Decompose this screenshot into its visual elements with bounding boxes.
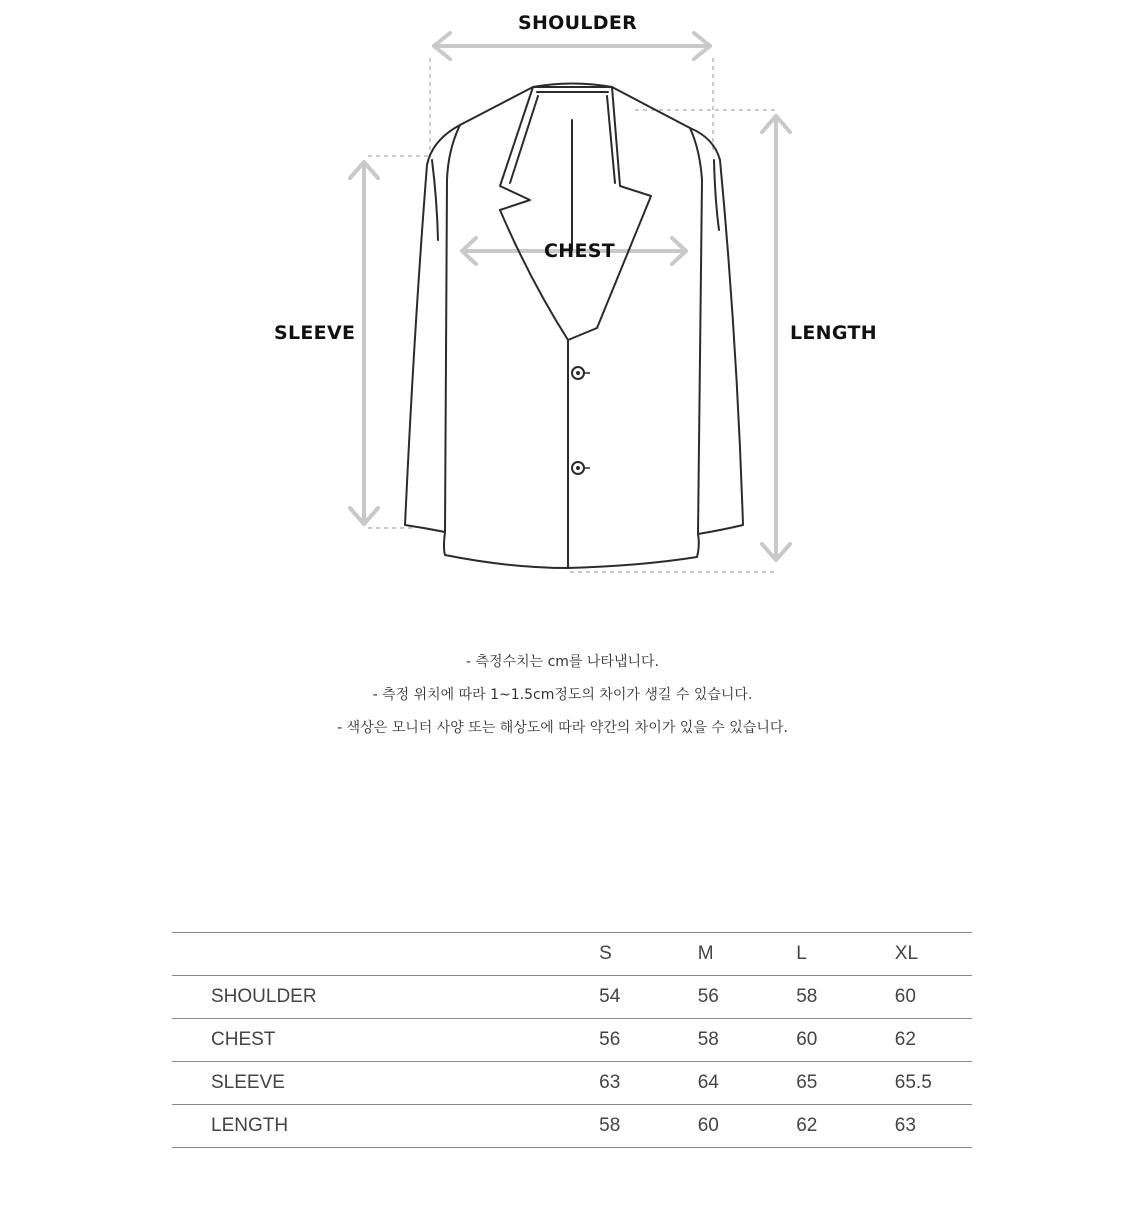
header-cell-s: S bbox=[599, 933, 698, 976]
row-name: CHEST bbox=[172, 1019, 599, 1062]
cell-l: 60 bbox=[796, 1019, 895, 1062]
table-row bbox=[172, 976, 972, 1019]
cell-l: 58 bbox=[796, 976, 895, 1019]
header-cell-xl: XL bbox=[895, 933, 972, 976]
size-table bbox=[172, 932, 972, 1148]
cell-xl: 60 bbox=[895, 976, 972, 1019]
cell-s: 54 bbox=[599, 976, 698, 1019]
cell-s: 58 bbox=[599, 1105, 698, 1148]
table-header-row bbox=[172, 933, 972, 976]
table-row bbox=[172, 1019, 972, 1062]
length-label: LENGTH bbox=[790, 322, 877, 344]
note-line: - 측정 위치에 따라 1~1.5cm정도의 차이가 생길 수 있습니다. bbox=[372, 687, 753, 703]
cell-l: 62 bbox=[796, 1105, 895, 1148]
cell-xl: 65.5 bbox=[895, 1062, 972, 1105]
measurement-notes bbox=[0, 646, 1125, 745]
cell-m: 58 bbox=[698, 1019, 797, 1062]
note-line: - 측정수치는 cm를 나타냅니다. bbox=[466, 654, 659, 670]
cell-s: 63 bbox=[599, 1062, 698, 1105]
cell-m: 60 bbox=[698, 1105, 797, 1148]
row-name: LENGTH bbox=[172, 1105, 599, 1148]
jacket-buttons bbox=[572, 367, 590, 474]
cell-l: 65 bbox=[796, 1062, 895, 1105]
table-row bbox=[172, 1062, 972, 1105]
shoulder-label: SHOULDER bbox=[518, 12, 638, 34]
header-cell-l: L bbox=[796, 933, 895, 976]
row-name: SLEEVE bbox=[172, 1062, 599, 1105]
header-cell-m: M bbox=[698, 933, 797, 976]
sleeve-label: SLEEVE bbox=[274, 322, 356, 344]
table-row bbox=[172, 1105, 972, 1148]
jacket-illustration bbox=[0, 0, 1125, 600]
measurement-diagram bbox=[0, 0, 1125, 600]
cell-xl: 62 bbox=[895, 1019, 972, 1062]
cell-s: 56 bbox=[599, 1019, 698, 1062]
note-line: - 색상은 모니터 사양 또는 해상도에 따라 약간의 차이가 있을 수 있습니다. bbox=[337, 720, 788, 736]
cell-m: 64 bbox=[698, 1062, 797, 1105]
length-arrow bbox=[762, 116, 790, 560]
chest-label: CHEST bbox=[544, 240, 615, 262]
row-name: SHOULDER bbox=[172, 976, 599, 1019]
cell-m: 56 bbox=[698, 976, 797, 1019]
jacket-outline bbox=[405, 84, 743, 569]
header-cell-name bbox=[172, 933, 599, 976]
shoulder-arrow bbox=[434, 33, 710, 59]
cell-xl: 63 bbox=[895, 1105, 972, 1148]
